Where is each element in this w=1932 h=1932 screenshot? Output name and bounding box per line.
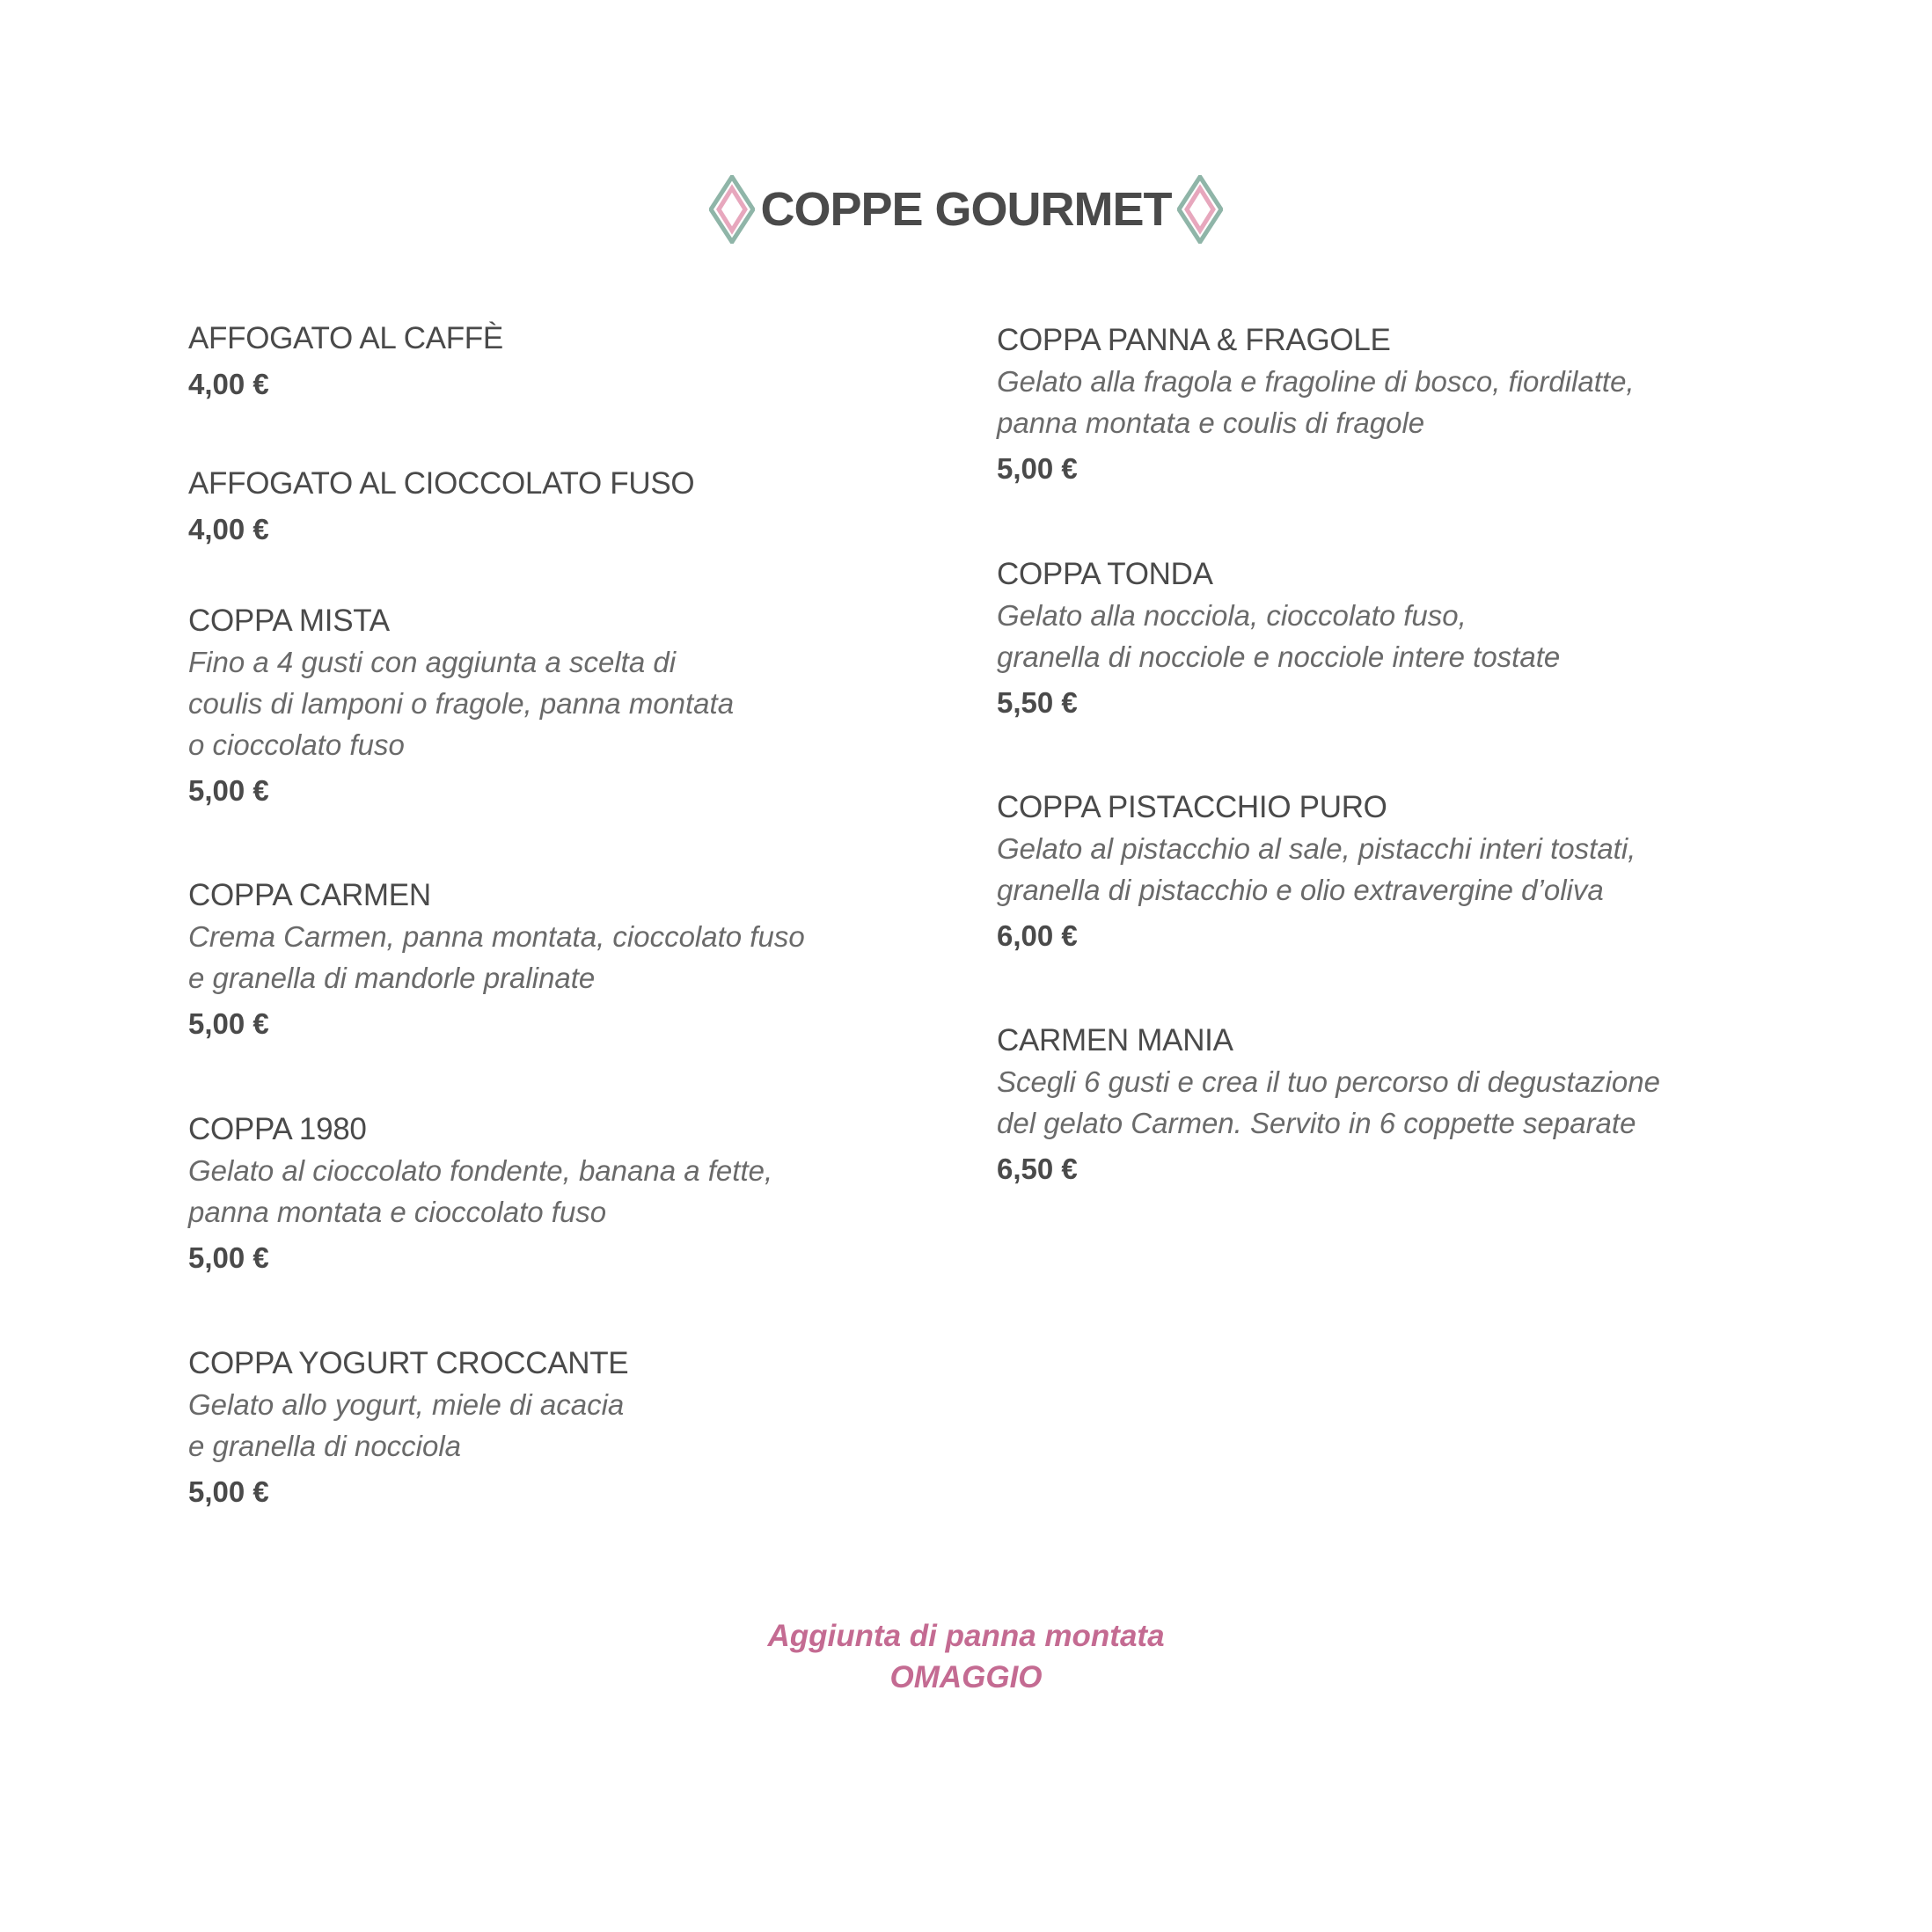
menu-item [997,320,1635,489]
diamond-ornament-icon [1177,175,1223,244]
menu-item-name: COPPA TONDA [997,557,1213,591]
page-title-row [0,174,1932,245]
menu-item-name: AFFOGATO AL CAFFÈ [188,321,503,355]
menu-item-name: AFFOGATO AL CIOCCOLATO FUSO [188,466,695,501]
menu-item-price: 5,00 € [188,774,269,807]
menu-item-name: CARMEN MANIA [997,1023,1233,1057]
footer-note [0,1615,1932,1698]
footer-line-1: Aggiunta di panna montata [767,1619,1165,1653]
menu-item-description [997,1061,1660,1144]
menu-item [188,601,734,811]
menu-item-price: 6,00 € [997,919,1078,952]
menu-item-name: COPPA CARMEN [188,878,431,912]
menu-item [997,1021,1660,1189]
menu-item-description [997,595,1560,677]
menu-item-description [188,916,805,999]
menu-item [997,554,1560,723]
description-line: Gelato allo yogurt, miele di acacia [188,1388,625,1421]
description-line: panna montata e coulis di fragole [997,406,1425,439]
description-line: granella di pistacchio e olio extravergine d’oliva [997,874,1604,906]
diamond-ornament-icon [709,175,755,244]
menu-item-description [997,828,1636,911]
menu-item-name: COPPA PISTACCHIO PURO [997,790,1387,824]
menu-item [188,1343,628,1512]
menu-item-price: 6,50 € [997,1153,1078,1185]
menu-item-name: COPPA 1980 [188,1112,367,1146]
description-line: granella di nocciole e nocciole intere tostate [997,640,1561,673]
menu-item [188,464,694,550]
description-line: Gelato al pistacchio al sale, pistacchi interi tostati, [997,832,1636,865]
description-line: del gelato Carmen. Servito in 6 coppette separate [997,1107,1636,1139]
description-line: panna montata e cioccolato fuso [188,1196,607,1228]
description-line: coulis di lamponi o fragole, panna montata [188,687,735,720]
menu-item-description [997,361,1635,443]
menu-item-description [188,1384,628,1467]
description-line: e granella di mandorle pralinate [188,962,596,994]
menu-item-name: COPPA MISTA [188,604,390,638]
menu-item-price: 4,00 € [188,513,269,545]
description-line: e granella di nocciola [188,1430,462,1462]
menu-item [188,1109,772,1278]
menu-item-price: 5,00 € [188,1475,269,1508]
description-line: Scegli 6 gusti e crea il tuo percorso di degustazione [997,1065,1660,1098]
description-line: Gelato al cioccolato fondente, banana a fette, [188,1154,773,1187]
menu-item-price: 5,50 € [997,686,1078,719]
menu-item-description [188,1150,772,1233]
description-line: Gelato alla nocciola, cioccolato fuso, [997,599,1467,632]
description-line: Gelato alla fragola e fragoline di bosco, fiordilatte, [997,365,1635,398]
menu-item-name: COPPA YOGURT CROCCANTE [188,1346,629,1380]
page-title: COPPE GOURMET [760,183,1172,236]
menu-item-price: 4,00 € [188,368,269,400]
menu-item-price: 5,00 € [997,452,1078,485]
menu-item-price: 5,00 € [188,1241,269,1274]
description-line: o cioccolato fuso [188,728,405,761]
menu-item-description [188,641,734,765]
menu-item [997,787,1636,956]
menu-item-price: 5,00 € [188,1007,269,1040]
footer-line-2: OMAGGIO [889,1660,1043,1694]
menu-item-name: COPPA PANNA & FRAGOLE [997,323,1391,357]
menu-item [188,875,805,1044]
menu-item [188,318,503,405]
description-line: Crema Carmen, panna montata, cioccolato fuso [188,920,805,953]
description-line: Fino a 4 gusti con aggiunta a scelta di [188,646,677,678]
